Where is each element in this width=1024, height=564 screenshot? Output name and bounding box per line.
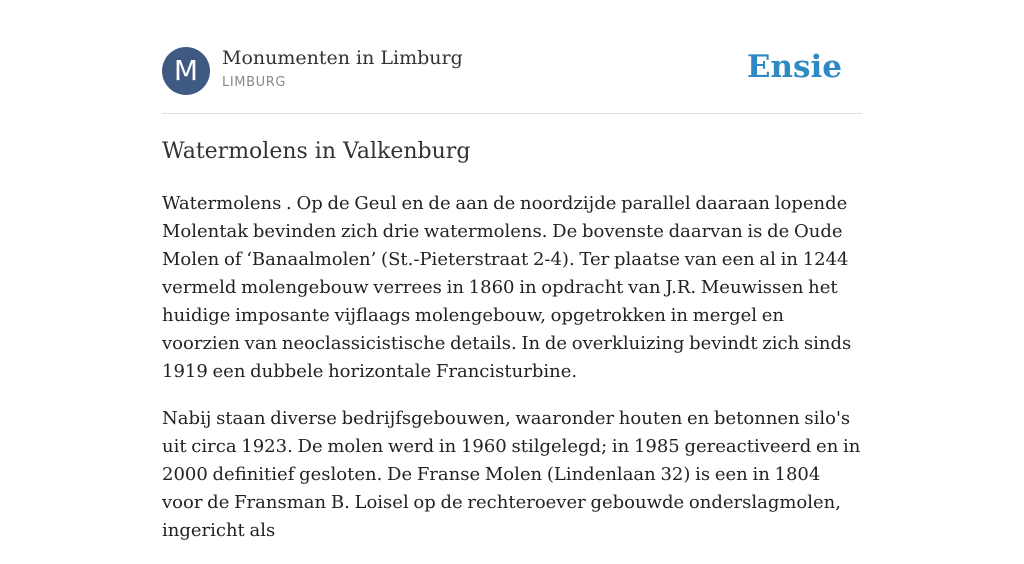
- avatar[interactable]: M: [162, 47, 210, 95]
- page-title: Watermolens in Valkenburg: [162, 139, 471, 164]
- paragraph-1: Watermolens . Op de Geul en de aan de noordzijde parallel daaraan lopende Molentak bevinden zich drie watermolens. De bovenste daarvan is de Oude Molen of ‘Banaalmolen’ (St.-Pieterstraat 2-4). Ter plaatse van een al in 1244 vermeld molengebouw verrees in 1860 in opdracht van J.R. Meuwissen het huidige imposante vijflaags molengebouw, opgetrokken in mergel en voorzien van neoclassicistische details. In de overkluizing bevindt zich sinds 1919 een dubbele horizontale Francisturbine.: [162, 193, 852, 382]
- source-title[interactable]: Monumenten in Limburg: [222, 47, 463, 69]
- source-subtitle: LIMBURG: [222, 75, 287, 90]
- article-body: [162, 190, 862, 564]
- paragraph-2: Nabij staan diverse bedrijfsgebouwen, waaronder houten en betonnen silo's uit circa 1923. De molen werd in 1960 stilgelegd; in 1985 gereactiveerd en in 2000 definitief gesloten. De Franse Molen (Lindenlaan 32) is een in 1804 voor de Fransman B. Loisel op de rechteroever gebouwde onderslagmolen, ingericht als: [162, 408, 861, 541]
- header-divider: [162, 113, 862, 114]
- source-header: [162, 47, 862, 95]
- brand-logo[interactable]: Ensie: [746, 49, 842, 85]
